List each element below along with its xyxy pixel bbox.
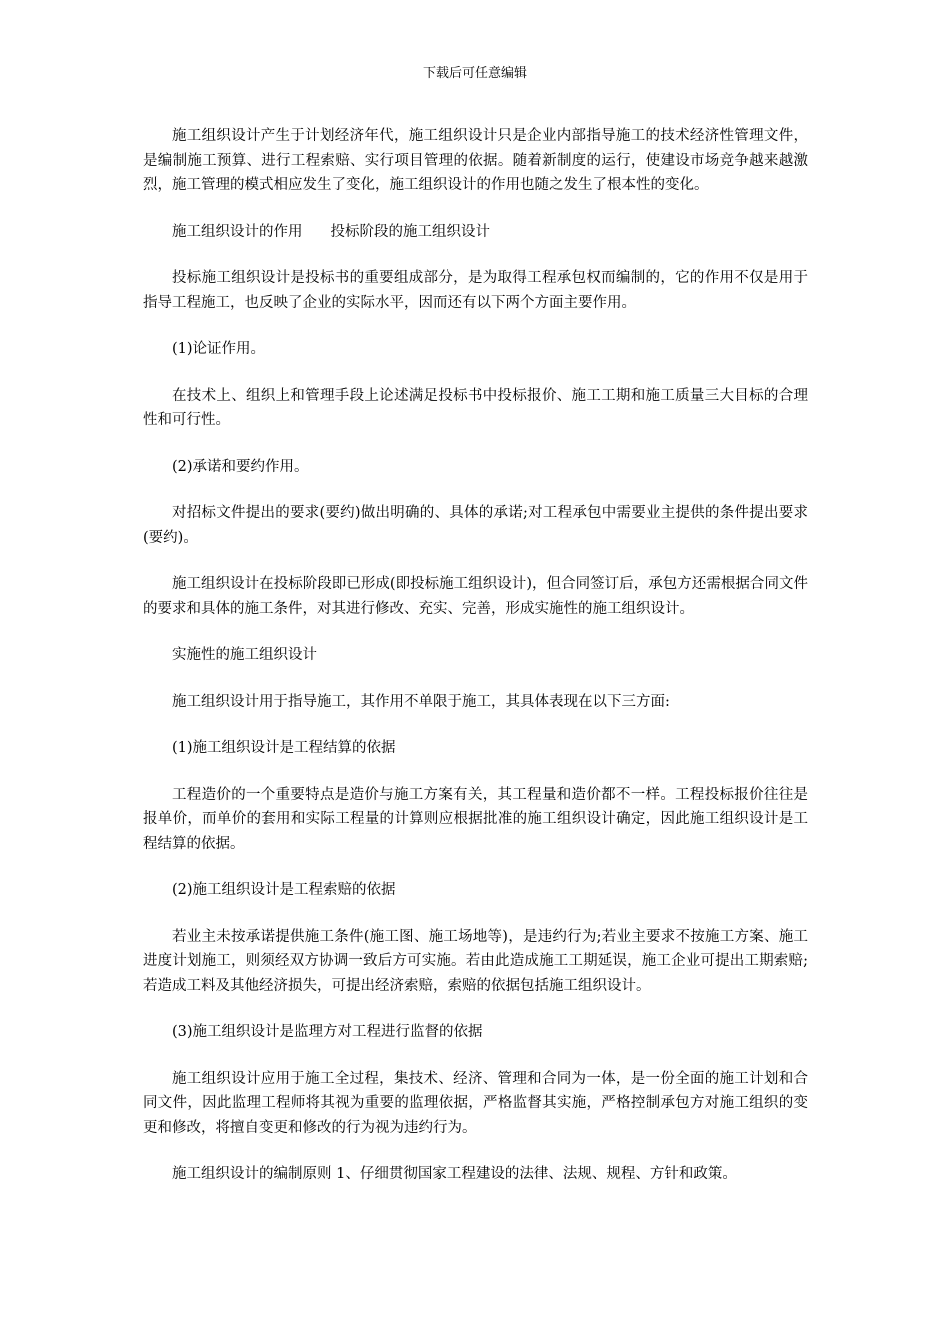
paragraph-commitment: 对招标文件提出的要求(要约)做出明确的、具体的承诺;对工程承包中需要业主提供的条件提出要求(要约)。 xyxy=(143,505,808,546)
item-heading-argument: (1)论证作用。 xyxy=(172,341,266,357)
section-heading-role xyxy=(143,220,808,245)
paragraph-claims: 若业主未按承诺提供施工条件(施工图、施工场地等)，是违约行为;若业主要求不按施工方案、施工进度计划施工，则须经双方协调一致后方可实施。若由此造成施工工期延误，施工企业可提出工期索赔;若造成工料及其他经济损失，可提出经济索赔，索赔的依据包括施工组织设计。 xyxy=(143,928,808,994)
item-heading-settlement: (1)施工组织设计是工程结算的依据 xyxy=(172,740,396,756)
item-heading-supervision: (3)施工组织设计是监理方对工程进行监督的依据 xyxy=(172,1024,483,1040)
document-body xyxy=(143,124,808,1209)
item-heading-claims: (2)施工组织设计是工程索赔的依据 xyxy=(172,882,396,898)
heading-role-of-design: 施工组织设计的作用 xyxy=(172,223,303,240)
paragraph-settlement: 工程造价的一个重要特点是造价与施工方案有关，其工程量和造价都不一样。工程投标报价往往是报单价，而单价的套用和实际工程量的计算则应根据批准的施工组织设计确定，因此施工组织设计是工程结算的依据。 xyxy=(143,786,808,852)
paragraph-supervision: 施工组织设计应用于施工全过程，集技术、经济、管理和合同为一体，是一份全面的施工计划和合同文件，因此监理工程师将其视为重要的监理依据，严格监督其实施，严格控制承包方对施工组织的变更和修改，将擅自变更和修改的行为视为违约行为。 xyxy=(143,1070,808,1136)
paragraph-bidding-design: 投标施工组织设计是投标书的重要组成部分，是为取得工程承包权而编制的，它的作用不仅是用于指导工程施工，也反映了企业的实际水平，因而还有以下两个方面主要作用。 xyxy=(143,270,808,311)
paragraph-after-contract: 施工组织设计在投标阶段即已形成(即投标施工组织设计)，但合同签订后，承包方还需根据合同文件的要求和具体的施工条件，对其进行修改、充实、完善，形成实施性的施工组织设计。 xyxy=(143,576,808,617)
paragraph-implementation-intro: 施工组织设计用于指导施工，其作用不单限于施工，其具体表现在以下三方面: xyxy=(172,693,670,710)
section-heading-implementation: 实施性的施工组织设计 xyxy=(172,647,317,663)
heading-bidding-stage: 投标阶段的施工组织设计 xyxy=(330,223,490,240)
page-header: 下载后可任意编辑 xyxy=(422,66,527,81)
paragraph-argument: 在技术上、组织上和管理手段上论述满足投标书中投标报价、施工工期和施工质量三大目标的合理性和可行性。 xyxy=(143,387,808,428)
paragraph-intro: 施工组织设计产生于计划经济年代，施工组织设计只是企业内部指导施工的技术经济性管理文件，是编制施工预算、进行工程索赔、实行项目管理的依据。随着新制度的运行，使建设市场竞争越来越激烈，施工管理的模式相应发生了变化，施工组织设计的作用也随之发生了根本性的变化。 xyxy=(143,128,808,193)
item-heading-commitment: (2)承诺和要约作用。 xyxy=(172,458,309,475)
paragraph-principles: 施工组织设计的编制原则 1、仔细贯彻国家工程建设的法律、法规、规程、方针和政策。 xyxy=(172,1166,737,1182)
